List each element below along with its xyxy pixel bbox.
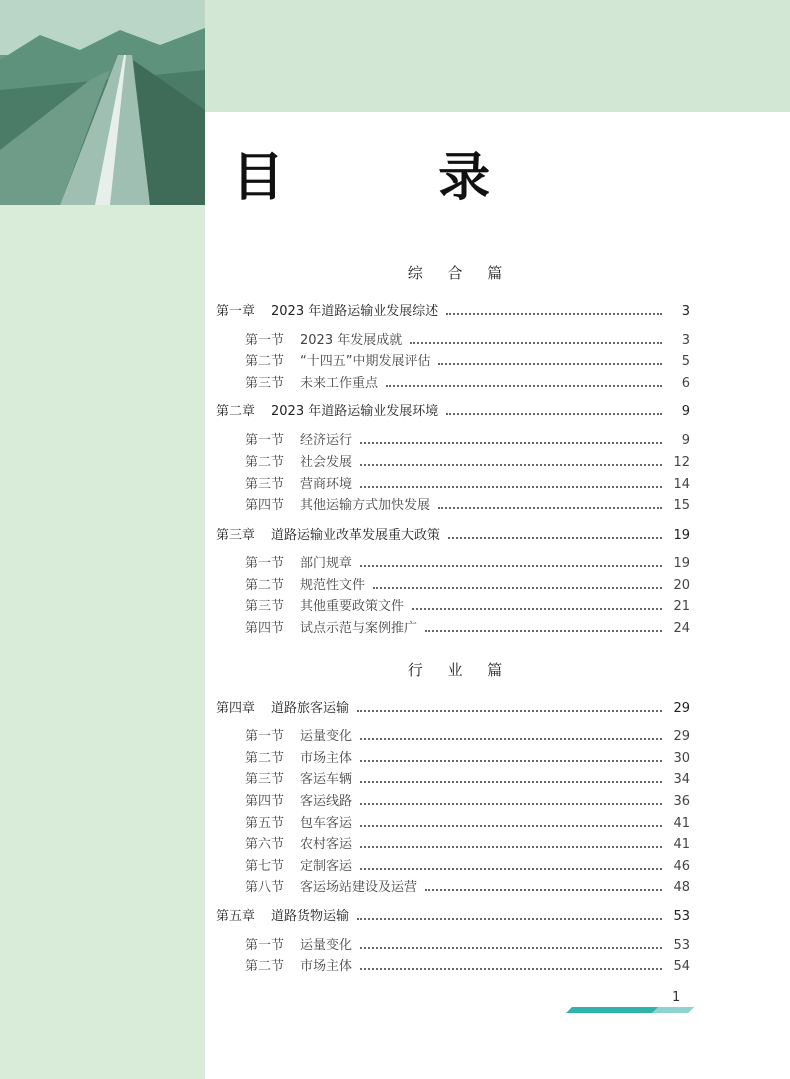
- toc-entry-page: 20: [673, 578, 690, 593]
- toc-entry-number: 第四章: [216, 701, 256, 716]
- toc-entry-title: 市场主体: [300, 751, 353, 766]
- toc-entry-page: 53: [673, 909, 690, 924]
- toc-entry-title: 定制客运: [300, 859, 353, 874]
- toc-entry-number: 第二节: [245, 455, 285, 470]
- toc-entry-title: 2023 年发展成就: [300, 333, 403, 348]
- toc-entry-page: 29: [673, 729, 690, 744]
- dot-leader: [360, 967, 662, 970]
- dot-leader: [357, 917, 662, 920]
- toc-entry-number: 第二节: [245, 354, 285, 369]
- toc-entry-page: 24: [673, 621, 690, 636]
- toc-entry-number: 第三章: [216, 528, 256, 543]
- toc-entry-page: 19: [673, 528, 690, 543]
- toc-entry-title: 其他重要政策文件: [300, 599, 405, 614]
- toc-entry-number: 第二章: [216, 404, 256, 419]
- highway-photo: [0, 0, 205, 205]
- dot-leader: [360, 867, 662, 870]
- toc-section-row[interactable]: [245, 728, 690, 746]
- toc-entry-number: 第八节: [245, 880, 285, 895]
- toc-entry-title: 2023 年道路运输业发展环境: [271, 404, 439, 419]
- toc-entry-title: 客运车辆: [300, 772, 353, 787]
- toc-section-row[interactable]: [245, 620, 690, 638]
- toc-entry-page: 5: [681, 354, 690, 369]
- toc-section-row[interactable]: [245, 432, 690, 450]
- toc-section-row[interactable]: [245, 879, 690, 897]
- dot-leader: [360, 824, 662, 827]
- dot-leader: [438, 506, 662, 509]
- toc-section-row[interactable]: [245, 454, 690, 472]
- toc-section-row[interactable]: [245, 858, 690, 876]
- toc-section-row[interactable]: [245, 771, 690, 789]
- toc-entry-page: 19: [673, 556, 690, 571]
- page-number: 1: [672, 990, 681, 1005]
- toc-section-row[interactable]: [245, 476, 690, 494]
- page-title: 目 录: [232, 147, 559, 208]
- toc-entry-page: 41: [673, 837, 690, 852]
- toc-entry-title: 运量变化: [300, 938, 353, 953]
- toc-entry-page: 9: [681, 404, 690, 419]
- dot-leader: [446, 412, 662, 415]
- toc-section-row[interactable]: [245, 937, 690, 955]
- page-number-accent-bar: [566, 1007, 694, 1013]
- toc-section-row[interactable]: [245, 497, 690, 515]
- toc-entry-number: 第四节: [245, 498, 285, 513]
- toc-entry-title: 2023 年道路运输业发展综述: [271, 304, 439, 319]
- toc-entry-page: 30: [673, 751, 690, 766]
- toc-entry-page: 6: [681, 376, 690, 391]
- dot-leader: [438, 362, 662, 365]
- toc-section-row[interactable]: [245, 815, 690, 833]
- toc-section-row[interactable]: [245, 793, 690, 811]
- toc-entry-title: 未来工作重点: [300, 376, 379, 391]
- toc-section-row[interactable]: [245, 332, 690, 350]
- toc-entry-title: 经济运行: [300, 433, 353, 448]
- dot-leader: [360, 485, 662, 488]
- toc-entry-number: 第三节: [245, 599, 285, 614]
- toc-entry-title: 农村客运: [300, 837, 353, 852]
- toc-entry-page: 14: [673, 477, 690, 492]
- toc-entry-number: 第六节: [245, 837, 285, 852]
- toc-entry-number: 第五节: [245, 816, 285, 831]
- toc-entry-number: 第一节: [245, 729, 285, 744]
- toc-entry-page: 3: [681, 304, 690, 319]
- toc-entry-title: 规范性文件: [300, 578, 366, 593]
- toc-entry-title: “十四五”中期发展评估: [300, 354, 431, 369]
- toc-entry-number: 第一节: [245, 938, 285, 953]
- toc-entry-page: 21: [673, 599, 690, 614]
- toc-entry-page: 36: [673, 794, 690, 809]
- dot-leader: [412, 607, 662, 610]
- toc-section-row[interactable]: [245, 750, 690, 768]
- top-green-band: [205, 0, 790, 112]
- toc-entry-number: 第二节: [245, 751, 285, 766]
- toc-chapter-row[interactable]: [216, 303, 690, 321]
- dot-leader: [357, 709, 662, 712]
- toc-section-row[interactable]: [245, 555, 690, 573]
- toc-chapter-row[interactable]: [216, 527, 690, 545]
- toc-section-row[interactable]: [245, 577, 690, 595]
- toc-entry-number: 第一章: [216, 304, 256, 319]
- dot-leader: [360, 441, 662, 444]
- toc-entry-title: 部门规章: [300, 556, 353, 571]
- toc-entry-title: 试点示范与案例推广: [300, 621, 418, 636]
- toc-entry-number: 第二节: [245, 578, 285, 593]
- toc-entry-title: 社会发展: [300, 455, 353, 470]
- toc-entry-page: 46: [673, 859, 690, 874]
- toc-chapter-row[interactable]: [216, 403, 690, 421]
- toc-entry-page: 34: [673, 772, 690, 787]
- toc-entry-page: 29: [673, 701, 690, 716]
- dot-leader: [360, 946, 662, 949]
- toc-chapter-row[interactable]: [216, 700, 690, 718]
- toc-entry-number: 第一节: [245, 556, 285, 571]
- dot-leader: [360, 564, 662, 567]
- dot-leader: [360, 737, 662, 740]
- toc-entry-page: 3: [681, 333, 690, 348]
- dot-leader: [360, 463, 662, 466]
- toc-entry-page: 12: [673, 455, 690, 470]
- toc-entry-number: 第三节: [245, 477, 285, 492]
- toc-entry-number: 第三节: [245, 376, 285, 391]
- toc-entry-number: 第一节: [245, 333, 285, 348]
- dot-leader: [373, 586, 662, 589]
- toc-entry-title: 客运线路: [300, 794, 353, 809]
- toc-section-row[interactable]: [245, 958, 690, 976]
- toc-entry-number: 第四节: [245, 621, 285, 636]
- toc-entry-title: 道路旅客运输: [271, 701, 350, 716]
- toc-entry-number: 第七节: [245, 859, 285, 874]
- dot-leader: [360, 845, 662, 848]
- toc-entry-title: 道路运输业改革发展重大政策: [271, 528, 441, 543]
- toc-entry-title: 市场主体: [300, 959, 353, 974]
- toc-entry-page: 54: [673, 959, 690, 974]
- toc-entry-title: 客运场站建设及运营: [300, 880, 418, 895]
- toc-entry-page: 15: [673, 498, 690, 513]
- dot-leader: [360, 780, 662, 783]
- dot-leader: [360, 802, 662, 805]
- toc-section-row[interactable]: [245, 375, 690, 393]
- toc-entry-number: 第四节: [245, 794, 285, 809]
- toc-entry-title: 包车客运: [300, 816, 353, 831]
- dot-leader: [446, 312, 662, 315]
- toc-section-row[interactable]: [245, 353, 690, 371]
- toc-entry-page: 48: [673, 880, 690, 895]
- toc-entry-title: 运量变化: [300, 729, 353, 744]
- toc-section-row[interactable]: [245, 836, 690, 854]
- toc-entry-page: 9: [681, 433, 690, 448]
- toc-entry-number: 第二节: [245, 959, 285, 974]
- dot-leader: [425, 888, 662, 891]
- dot-leader: [410, 341, 662, 344]
- toc-entry-title: 其他运输方式加快发展: [300, 498, 431, 513]
- dot-leader: [448, 536, 662, 539]
- section-heading-general: 综 合 篇: [407, 264, 513, 282]
- toc-entry-number: 第三节: [245, 772, 285, 787]
- toc-chapter-row[interactable]: [216, 908, 690, 926]
- toc-section-row[interactable]: [245, 598, 690, 616]
- dot-leader: [425, 629, 662, 632]
- toc-entry-page: 41: [673, 816, 690, 831]
- toc-entry-title: 道路货物运输: [271, 909, 350, 924]
- toc-entry-number: 第五章: [216, 909, 256, 924]
- dot-leader: [386, 384, 662, 387]
- toc-entry-page: 53: [673, 938, 690, 953]
- dot-leader: [360, 759, 662, 762]
- toc-entry-number: 第一节: [245, 433, 285, 448]
- toc-entry-title: 营商环境: [300, 477, 353, 492]
- section-heading-industry: 行 业 篇: [407, 661, 513, 679]
